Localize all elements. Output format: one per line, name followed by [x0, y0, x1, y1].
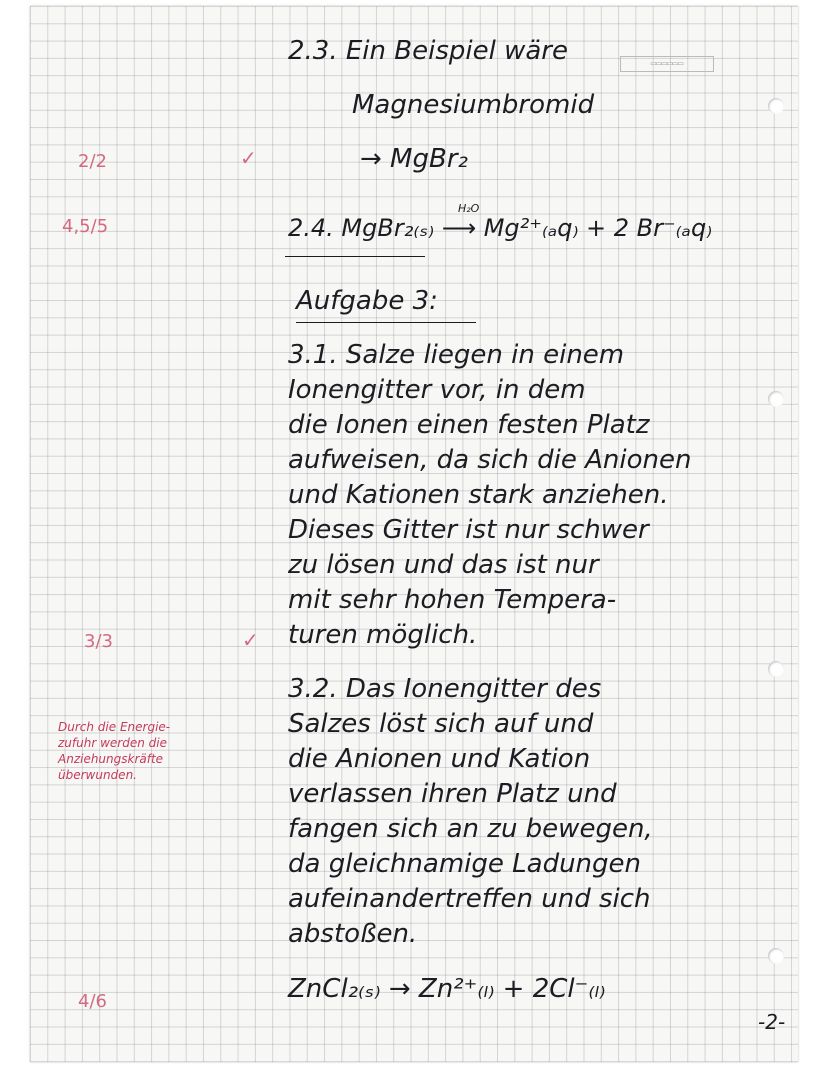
line-magnesiumbromid: Magnesiumbromid — [352, 90, 595, 120]
arrow-label: H₂O — [458, 202, 480, 215]
page-number: -2- — [758, 1010, 786, 1034]
text-line: turen möglich. — [288, 620, 478, 650]
score-2-4: 4,5/5 — [62, 216, 109, 237]
text-line: da gleichnamige Ladungen — [288, 849, 642, 879]
check-mark: ✓ — [240, 146, 257, 170]
notebook-page — [30, 6, 798, 1062]
text-line: verlassen ihren Platz und — [288, 779, 617, 809]
score-3-2: 4/6 — [78, 991, 107, 1012]
punch-hole — [768, 98, 784, 114]
underline-2-4 — [285, 256, 425, 257]
equation-zncl2: ZnCl₂₍ₛ₎ → Zn²⁺₍ₗ₎ + 2Cl⁻₍ₗ₎ — [288, 974, 606, 1004]
text-line: fangen sich an zu bewegen, — [288, 814, 653, 844]
underline-aufgabe — [296, 322, 476, 323]
punch-hole — [768, 391, 784, 407]
text-line: Dieses Gitter ist nur schwer — [288, 515, 649, 545]
text-line: Ionengitter vor, in dem — [288, 375, 586, 405]
line-2-3: 2.3. Ein Beispiel wäre — [288, 36, 568, 66]
text-line: 3.2. Das Ionengitter des — [288, 674, 602, 704]
text-line: und Kationen stark anziehen. — [288, 480, 669, 510]
line-2-4: 2.4. MgBr₂₍ₛ₎ ⟶ Mg²⁺₍ₐq₎ + 2 Br⁻₍ₐq₎ — [288, 214, 713, 242]
note-line: Durch die Energie- — [58, 720, 171, 734]
line-formula: → MgBr₂ — [360, 144, 468, 174]
check-mark: ✓ — [242, 628, 259, 652]
note-line: Anziehungskräfte — [58, 752, 164, 766]
note-line: zufuhr werden die — [58, 736, 167, 750]
paper-brand-logo: ▭▭▭▭▭▭ — [620, 56, 714, 72]
note-line: überwunden. — [58, 768, 137, 782]
text-line: Salzes löst sich auf und — [288, 709, 594, 739]
text-line: mit sehr hohen Tempera- — [288, 585, 617, 615]
text-line: die Ionen einen festen Platz — [288, 410, 650, 440]
text-line: aufweisen, da sich die Anionen — [288, 445, 692, 475]
text-line: die Anionen und Kation — [288, 744, 591, 774]
score-3-1: 3/3 — [84, 631, 113, 652]
aufgabe-heading: Aufgabe 3: — [296, 286, 438, 316]
text-line: 3.1. Salze liegen in einem — [288, 340, 625, 370]
punch-hole — [768, 661, 784, 677]
punch-hole — [768, 948, 784, 964]
text-line: zu lösen und das ist nur — [288, 550, 599, 580]
text-line: aufeinandertreffen und sich — [288, 884, 651, 914]
score-2-3: 2/2 — [78, 151, 107, 172]
text-line: abstoßen. — [288, 919, 418, 949]
